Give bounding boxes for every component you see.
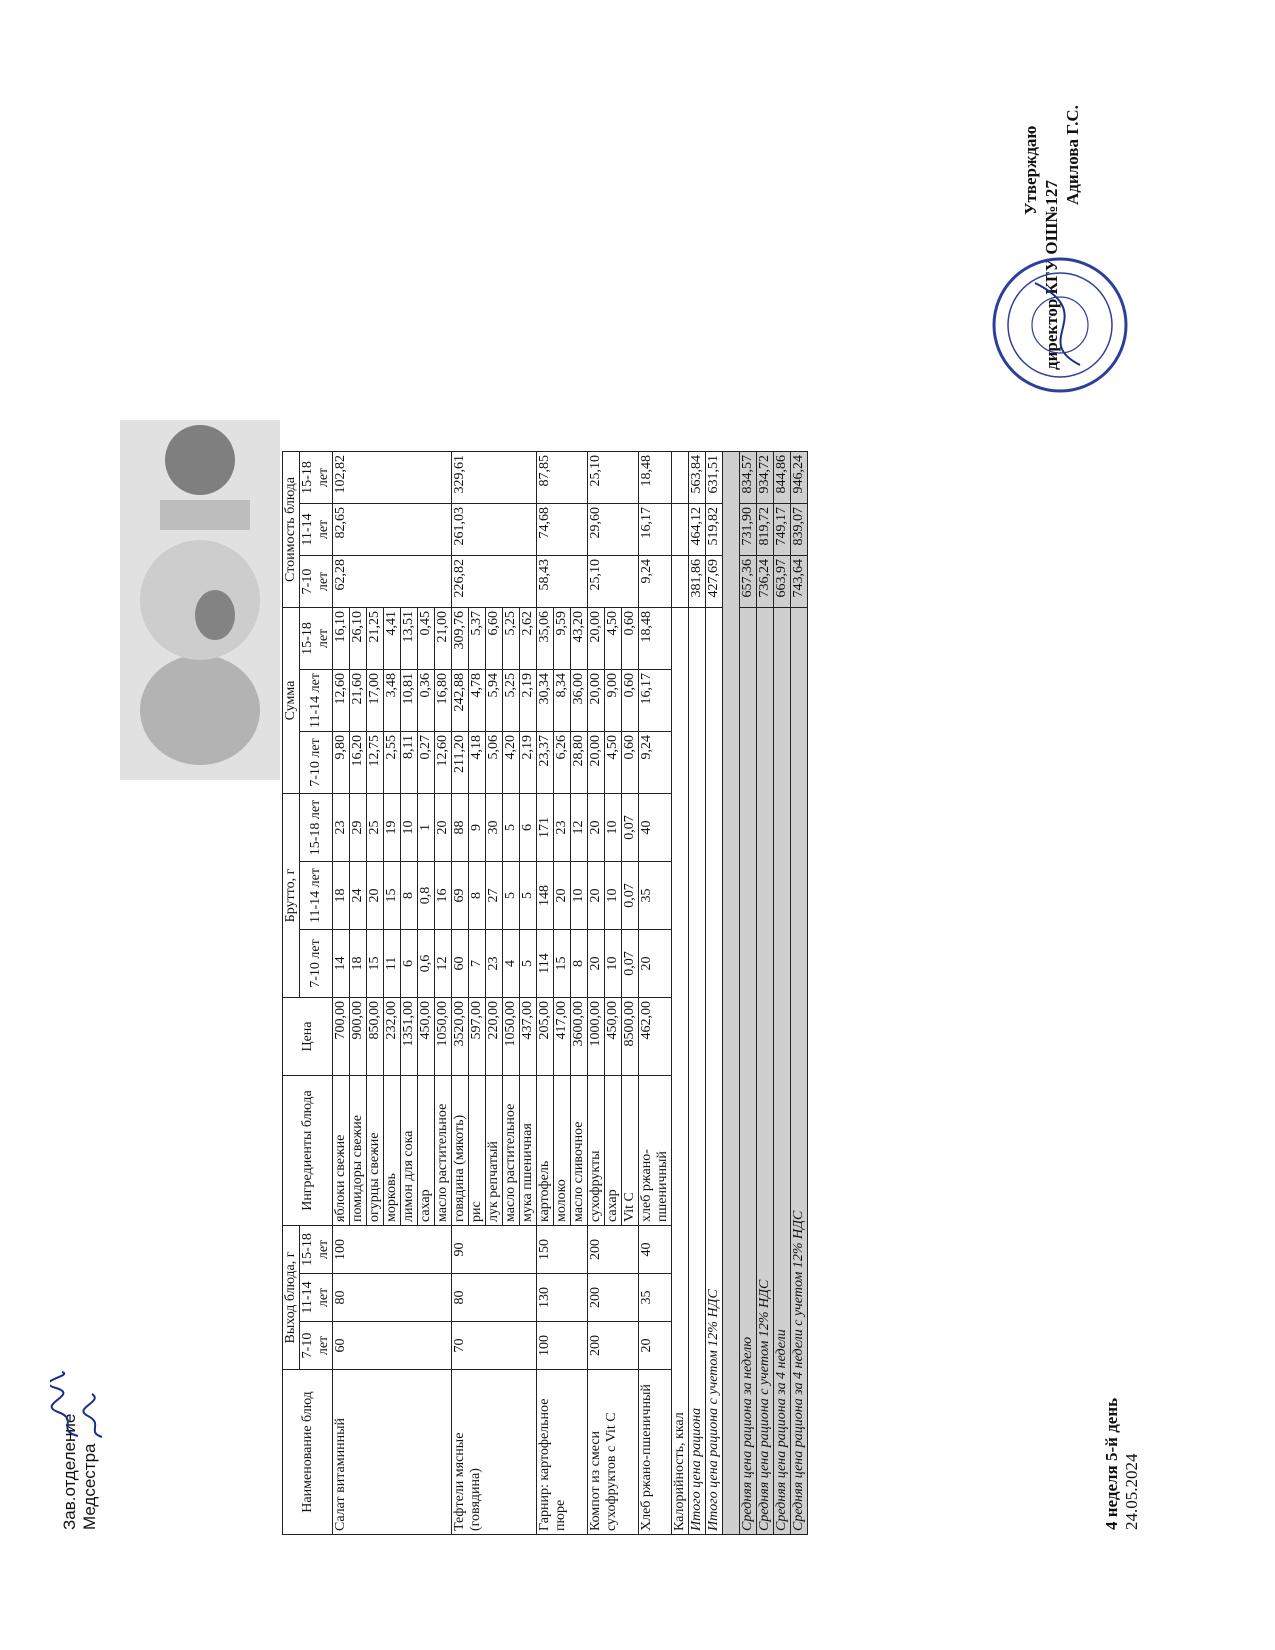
averages-label: Средняя цена рациона за неделю <box>740 608 757 1535</box>
dish-cost: 74,68 <box>537 504 588 556</box>
ingredient-sum: 23,37 <box>537 732 554 794</box>
food-photo-icon <box>120 420 280 780</box>
dept-head-signature-icon <box>50 1370 84 1440</box>
ingredient-name: сухофрукты <box>588 1076 605 1226</box>
dish-yield: 100 <box>537 1322 588 1370</box>
ingredient-price: 450,00 <box>605 998 622 1076</box>
dish-yield: 35 <box>639 1274 672 1322</box>
ingredient-brutto: 12 <box>435 930 452 998</box>
ingredient-price: 205,00 <box>537 998 554 1076</box>
ingredient-brutto: 23 <box>554 794 571 862</box>
age-header-sum-age-11-14: 11-14 лет <box>300 670 333 732</box>
ingredient-sum: 8,11 <box>401 732 418 794</box>
ingredient-sum: 211,20 <box>452 732 469 794</box>
spacer-cell <box>723 452 740 1535</box>
dish-yield: 60 <box>333 1322 452 1370</box>
dish-yield: 150 <box>537 1226 588 1274</box>
ingredient-name: морковь <box>384 1076 401 1226</box>
dish-yield: 80 <box>452 1274 537 1322</box>
ingredient-brutto: 4 <box>503 930 520 998</box>
col-brutto-header: Брутто, г <box>283 794 300 998</box>
ingredient-name: мука пшеничная <box>520 1076 537 1226</box>
ingredient-brutto: 20 <box>554 862 571 930</box>
table-row <box>333 452 350 1535</box>
ingredient-brutto: 8 <box>401 862 418 930</box>
ingredient-price: 700,00 <box>333 998 350 1076</box>
ingredient-brutto: 88 <box>452 794 469 862</box>
ingredient-sum: 16,10 <box>333 608 350 670</box>
ingredient-sum: 6,26 <box>554 732 571 794</box>
ingredient-price: 232,00 <box>384 998 401 1076</box>
approval-position: директор КГУ ОШ№127 <box>1042 180 1061 370</box>
menu-body <box>333 452 808 1535</box>
ingredient-brutto: 20 <box>367 862 384 930</box>
ingredient-name: сахар <box>605 1076 622 1226</box>
ingredient-sum: 21,25 <box>367 608 384 670</box>
ingredient-price: 220,00 <box>486 998 503 1076</box>
week-day-title: 4 неделя 5-й день <box>1102 1397 1121 1530</box>
dish-name: Хлеб ржано-пшеничный <box>639 1370 672 1535</box>
totals-row <box>689 452 706 1535</box>
averages-value: 934,72 <box>757 452 774 504</box>
dept-head-label: Зав.отделение <box>60 1413 79 1530</box>
dish-yield: 40 <box>639 1226 672 1274</box>
dish-cost: 226,82 <box>452 556 537 608</box>
ingredient-sum: 5,37 <box>469 608 486 670</box>
approval-name: Адилова Г.С. <box>1063 105 1082 205</box>
ingredient-brutto: 6 <box>520 794 537 862</box>
ingredient-price: 850,00 <box>367 998 384 1076</box>
ingredient-sum: 16,80 <box>435 670 452 732</box>
ingredient-price: 597,00 <box>469 998 486 1076</box>
totals-value: 631,51 <box>706 452 723 504</box>
dish-cost: 58,43 <box>537 556 588 608</box>
dish-name: Гарнир: картофельное пюре <box>537 1370 588 1535</box>
ingredient-name: картофель <box>537 1076 554 1226</box>
averages-value: 663,97 <box>774 556 791 608</box>
age-header-cost-age-15-18: 15-18 лет <box>300 452 333 504</box>
ingredient-price: 462,00 <box>639 998 672 1076</box>
ingredient-sum: 8,34 <box>554 670 571 732</box>
ingredient-brutto: 29 <box>350 794 367 862</box>
ingredient-name: говядина (мякоть) <box>452 1076 469 1226</box>
ingredient-price: 450,00 <box>418 998 435 1076</box>
ingredient-sum: 0,60 <box>622 732 639 794</box>
dish-yield: 200 <box>588 1322 639 1370</box>
ingredient-sum: 18,48 <box>639 608 672 670</box>
averages-value: 839,07 <box>791 504 808 556</box>
ingredient-sum: 0,27 <box>418 732 435 794</box>
ingredient-sum: 4,41 <box>384 608 401 670</box>
ingredient-brutto: 9 <box>469 794 486 862</box>
ingredient-brutto: 18 <box>350 930 367 998</box>
ingredient-name: молоко <box>554 1076 571 1226</box>
ingredient-sum: 0,36 <box>418 670 435 732</box>
ingredient-sum: 5,94 <box>486 670 503 732</box>
ingredient-sum: 13,51 <box>401 608 418 670</box>
ingredient-name: яблоки свежие <box>333 1076 350 1226</box>
ingredient-sum: 0,45 <box>418 608 435 670</box>
ingredient-sum: 4,50 <box>605 732 622 794</box>
ingredient-price: 8500,00 <box>622 998 639 1076</box>
ingredient-brutto: 25 <box>367 794 384 862</box>
averages-row <box>740 452 757 1535</box>
ingredient-brutto: 10 <box>605 930 622 998</box>
ingredient-brutto: 5 <box>503 862 520 930</box>
ingredient-brutto: 24 <box>350 862 367 930</box>
ingredient-brutto: 23 <box>333 794 350 862</box>
ingredient-sum: 2,55 <box>384 732 401 794</box>
dish-cost: 16,17 <box>639 504 672 556</box>
age-header-yield-age-15-18: 15-18 лет <box>300 1226 333 1274</box>
ingredient-brutto: 0,07 <box>622 930 639 998</box>
ingredient-name: лук репчатый <box>486 1076 503 1226</box>
dish-cost: 25,10 <box>588 556 639 608</box>
ingredient-brutto: 27 <box>486 862 503 930</box>
col-cost-header: Стоимость блюда <box>283 452 300 608</box>
calories-value <box>672 452 689 504</box>
ingredient-name: масло сливочное <box>571 1076 588 1226</box>
ingredient-brutto: 5 <box>520 930 537 998</box>
ingredient-brutto: 0,07 <box>622 794 639 862</box>
averages-value: 819,72 <box>757 504 774 556</box>
ingredient-brutto: 10 <box>571 862 588 930</box>
spacer-row <box>723 452 740 1535</box>
ingredient-brutto: 16 <box>435 862 452 930</box>
dish-name: Тефтели мясные (говядина) <box>452 1370 537 1535</box>
ingredient-brutto: 0,8 <box>418 862 435 930</box>
ingredient-sum: 12,60 <box>333 670 350 732</box>
averages-value: 946,24 <box>791 452 808 504</box>
ingredient-sum: 2,62 <box>520 608 537 670</box>
ingredient-sum: 20,00 <box>588 608 605 670</box>
dish-yield: 200 <box>588 1226 639 1274</box>
ingredient-sum: 20,00 <box>588 732 605 794</box>
ingredient-brutto: 20 <box>435 794 452 862</box>
ingredient-name: хлеб ржано-пшеничный <box>639 1076 672 1226</box>
ingredient-brutto: 7 <box>469 930 486 998</box>
dish-cost: 87,85 <box>537 452 588 504</box>
dish-name: Компот из смеси сухофруктов с Vit С <box>588 1370 639 1535</box>
ingredient-brutto: 10 <box>401 794 418 862</box>
averages-value: 736,24 <box>757 556 774 608</box>
ingredient-sum: 4,78 <box>469 670 486 732</box>
ingredient-sum: 12,75 <box>367 732 384 794</box>
ingredient-brutto: 171 <box>537 794 554 862</box>
dish-cost: 261,03 <box>452 504 537 556</box>
ingredient-sum: 12,60 <box>435 732 452 794</box>
age-header-yield-age-11-14: 11-14 лет <box>300 1274 333 1322</box>
ingredient-sum: 16,17 <box>639 670 672 732</box>
calories-row <box>672 452 689 1535</box>
col-yield-header: Выход блюда, г <box>283 1226 300 1370</box>
dish-yield: 130 <box>537 1274 588 1322</box>
ingredient-sum: 5,25 <box>503 608 520 670</box>
ingredient-brutto: 40 <box>639 794 672 862</box>
age-header-yield-age-7-10: 7-10 лет <box>300 1322 333 1370</box>
averages-row <box>774 452 791 1535</box>
ingredient-sum: 4,18 <box>469 732 486 794</box>
ingredient-name: лимон для сока <box>401 1076 418 1226</box>
ingredient-brutto: 35 <box>639 862 672 930</box>
ingredient-sum: 2,19 <box>520 670 537 732</box>
totals-value: 381,86 <box>689 556 706 608</box>
ingredient-name: Vit С <box>622 1076 639 1226</box>
dish-cost: 25,10 <box>588 452 639 504</box>
ingredient-brutto: 6 <box>401 930 418 998</box>
ingredient-sum: 20,00 <box>588 670 605 732</box>
ingredient-sum: 0,60 <box>622 608 639 670</box>
ingredient-brutto: 15 <box>384 862 401 930</box>
dish-cost: 9,24 <box>639 556 672 608</box>
ingredient-brutto: 148 <box>537 862 554 930</box>
averages-label: Средняя цена рациона за 4 недели <box>774 608 791 1535</box>
ingredient-brutto: 5 <box>503 794 520 862</box>
ingredient-sum: 9,24 <box>639 732 672 794</box>
ingredient-sum: 5,06 <box>486 732 503 794</box>
approval-title: Утверждаю <box>1021 125 1040 215</box>
ingredient-brutto: 18 <box>333 862 350 930</box>
age-header-cost-age-11-14: 11-14 лет <box>300 504 333 556</box>
ingredient-name: огурцы свежие <box>367 1076 384 1226</box>
dish-name: Салат витаминный <box>333 1370 452 1535</box>
averages-value: 844,86 <box>774 452 791 504</box>
table-row <box>639 452 672 1535</box>
ingredient-sum: 30,34 <box>537 670 554 732</box>
table-row <box>452 452 469 1535</box>
ingredient-sum: 21,00 <box>435 608 452 670</box>
averages-value: 743,64 <box>791 556 808 608</box>
ingredient-brutto: 14 <box>333 930 350 998</box>
ingredient-price: 1050,00 <box>503 998 520 1076</box>
ingredient-brutto: 20 <box>588 930 605 998</box>
averages-value: 749,17 <box>774 504 791 556</box>
calories-value <box>672 556 689 608</box>
age-header-sum-age-7-10: 7-10 лет <box>300 732 333 794</box>
ingredient-brutto: 0,07 <box>622 862 639 930</box>
table-row <box>537 452 554 1535</box>
ingredient-brutto: 10 <box>605 862 622 930</box>
averages-label: Средняя цена рациона с учетом 12% НДС <box>757 608 774 1535</box>
ingredient-sum: 21,60 <box>350 670 367 732</box>
ingredient-name: масло растительное <box>435 1076 452 1226</box>
dish-yield: 100 <box>333 1226 452 1274</box>
ingredient-brutto: 20 <box>588 794 605 862</box>
averages-label: Средняя цена рациона за 4 недели с учетом 12% НДС <box>791 608 808 1535</box>
col-ingredients-header: Ингредиенты блюда <box>283 1076 333 1226</box>
ingredient-brutto: 19 <box>384 794 401 862</box>
ingredient-sum: 36,00 <box>571 670 588 732</box>
ingredient-sum: 5,25 <box>503 670 520 732</box>
totals-value: 563,84 <box>689 452 706 504</box>
averages-row <box>791 452 808 1535</box>
ingredient-sum: 9,59 <box>554 608 571 670</box>
dish-yield: 70 <box>452 1322 537 1370</box>
ingredient-name: помидоры свежие <box>350 1076 367 1226</box>
dish-cost: 329,61 <box>452 452 537 504</box>
ingredient-brutto: 8 <box>469 862 486 930</box>
ingredient-price: 1050,00 <box>435 998 452 1076</box>
ingredient-brutto: 114 <box>537 930 554 998</box>
averages-row <box>757 452 774 1535</box>
ingredient-name: сахар <box>418 1076 435 1226</box>
ingredient-sum: 43,20 <box>571 608 588 670</box>
ingredient-sum: 242,88 <box>452 670 469 732</box>
ingredient-brutto: 11 <box>384 930 401 998</box>
ingredient-sum: 28,80 <box>571 732 588 794</box>
ingredient-sum: 3,48 <box>384 670 401 732</box>
ingredient-sum: 0,60 <box>622 670 639 732</box>
ingredient-price: 3600,00 <box>571 998 588 1076</box>
averages-value: 731,90 <box>740 504 757 556</box>
dish-cost: 62,28 <box>333 556 452 608</box>
ingredient-price: 900,00 <box>350 998 367 1076</box>
ingredient-sum: 6,60 <box>486 608 503 670</box>
table-row <box>588 452 605 1535</box>
ingredient-name: масло растительное <box>503 1076 520 1226</box>
official-stamp-icon <box>990 255 1130 395</box>
document-date: 24.05.2024 <box>1122 1453 1141 1530</box>
ingredient-price: 3520,00 <box>452 998 469 1076</box>
ingredient-price: 1000,00 <box>588 998 605 1076</box>
ingredient-brutto: 1 <box>418 794 435 862</box>
ingredient-brutto: 23 <box>486 930 503 998</box>
document-header <box>1102 1398 1142 1530</box>
ingredient-sum: 16,20 <box>350 732 367 794</box>
dish-yield: 90 <box>452 1226 537 1274</box>
age-header-brutto-age-15-18: 15-18 лет <box>300 794 333 862</box>
averages-value: 657,36 <box>740 556 757 608</box>
ingredient-brutto: 60 <box>452 930 469 998</box>
col-dish-header: Наименование блюд <box>283 1370 333 1535</box>
ingredient-sum: 35,06 <box>537 608 554 670</box>
dish-yield: 20 <box>639 1322 672 1370</box>
ingredient-brutto: 5 <box>520 862 537 930</box>
dish-cost: 82,65 <box>333 504 452 556</box>
ingredient-brutto: 12 <box>571 794 588 862</box>
totals-label: Итого цена рациона <box>689 608 706 1535</box>
totals-value: 427,69 <box>706 556 723 608</box>
ingredient-sum: 4,20 <box>503 732 520 794</box>
ingredient-sum: 10,81 <box>401 670 418 732</box>
ingredient-brutto: 20 <box>639 930 672 998</box>
nurse-signature-icon <box>82 1390 108 1440</box>
ingredient-sum: 309,76 <box>452 608 469 670</box>
averages-value: 834,57 <box>740 452 757 504</box>
col-price-header: Цена <box>283 998 333 1076</box>
ingredient-brutto: 8 <box>571 930 588 998</box>
calories-label: Калорийность, ккал <box>672 608 689 1535</box>
ingredient-brutto: 30 <box>486 794 503 862</box>
ingredient-brutto: 20 <box>588 862 605 930</box>
menu-table <box>282 451 808 1535</box>
totals-value: 519,82 <box>706 504 723 556</box>
ingredient-sum: 9,00 <box>605 670 622 732</box>
ingredient-price: 417,00 <box>554 998 571 1076</box>
totals-label: Итого цена рациона с учетом 12% НДС <box>706 608 723 1535</box>
ingredient-brutto: 69 <box>452 862 469 930</box>
ingredient-sum: 17,00 <box>367 670 384 732</box>
totals-value: 464,12 <box>689 504 706 556</box>
ingredient-brutto: 0,6 <box>418 930 435 998</box>
dish-cost: 18,48 <box>639 452 672 504</box>
calories-value <box>672 504 689 556</box>
ingredient-price: 437,00 <box>520 998 537 1076</box>
ingredient-sum: 2,19 <box>520 732 537 794</box>
ingredient-brutto: 15 <box>367 930 384 998</box>
ingredient-name: рис <box>469 1076 486 1226</box>
totals-row <box>706 452 723 1535</box>
dish-yield: 200 <box>588 1274 639 1322</box>
nurse-label: Медсестра <box>80 1443 99 1530</box>
ingredient-brutto: 10 <box>605 794 622 862</box>
dish-cost: 29,60 <box>588 504 639 556</box>
col-sum-header: Сумма <box>283 608 300 794</box>
ingredient-price: 1351,00 <box>401 998 418 1076</box>
ingredient-sum: 26,10 <box>350 608 367 670</box>
ingredient-sum: 4,50 <box>605 608 622 670</box>
ingredient-sum: 9,80 <box>333 732 350 794</box>
dish-cost: 102,82 <box>333 452 452 504</box>
dish-yield: 80 <box>333 1274 452 1322</box>
age-header-brutto-age-11-14: 11-14 лет <box>300 862 333 930</box>
age-header-brutto-age-7-10: 7-10 лет <box>300 930 333 998</box>
age-header-cost-age-7-10: 7-10 лет <box>300 556 333 608</box>
age-header-sum-age-15-18: 15-18 лет <box>300 608 333 670</box>
ingredient-brutto: 15 <box>554 930 571 998</box>
